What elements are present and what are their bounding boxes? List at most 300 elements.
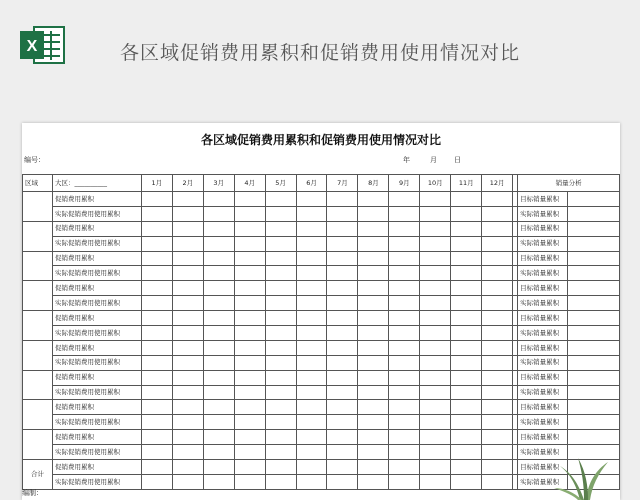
value-cell — [568, 415, 620, 430]
value-cell — [568, 266, 620, 281]
month-cell — [358, 474, 389, 489]
month-cell — [482, 385, 513, 400]
month-cell — [482, 221, 513, 236]
value-cell — [568, 296, 620, 311]
month-cell — [265, 355, 296, 370]
month-cell — [203, 281, 234, 296]
month-cell — [327, 460, 358, 475]
table-row — [23, 206, 620, 221]
month-cell — [296, 460, 327, 475]
month-cell — [327, 400, 358, 415]
table-row — [23, 236, 620, 251]
month-cell — [389, 236, 420, 251]
month-cell — [327, 415, 358, 430]
month-cell — [265, 474, 296, 489]
target-label: 目标销量累积 — [518, 281, 568, 296]
month-cell — [141, 281, 172, 296]
month-cell — [482, 311, 513, 326]
month-cell — [358, 281, 389, 296]
month-cell — [172, 281, 203, 296]
month-cell — [358, 430, 389, 445]
month-cell — [358, 370, 389, 385]
month-cell — [327, 445, 358, 460]
month-cell — [451, 326, 482, 341]
month-cell — [327, 221, 358, 236]
month-cell — [451, 430, 482, 445]
table-row — [23, 445, 620, 460]
month-cell — [172, 206, 203, 221]
month-cell — [296, 251, 327, 266]
month-cell — [482, 206, 513, 221]
month-cell — [265, 340, 296, 355]
month-cell — [234, 266, 265, 281]
month-cell — [203, 326, 234, 341]
item-label: 促销费用累积 — [52, 251, 141, 266]
month-cell — [141, 340, 172, 355]
month-cell — [265, 430, 296, 445]
month-cell — [420, 221, 451, 236]
month-cell — [234, 400, 265, 415]
month-cell — [327, 266, 358, 281]
month-cell — [358, 445, 389, 460]
month-cell — [327, 296, 358, 311]
month-cell — [203, 385, 234, 400]
month-cell — [296, 192, 327, 207]
month-cell — [327, 206, 358, 221]
region-cell — [23, 340, 53, 370]
month-cell — [389, 430, 420, 445]
month-cell — [451, 400, 482, 415]
month-cell — [420, 281, 451, 296]
month-header: 8月 — [358, 175, 389, 192]
banner — [0, 0, 640, 100]
month-cell — [327, 192, 358, 207]
month-cell — [141, 206, 172, 221]
month-cell — [420, 192, 451, 207]
month-cell — [296, 296, 327, 311]
table-row — [23, 460, 620, 475]
target-label: 目标销量累积 — [518, 400, 568, 415]
month-cell — [296, 266, 327, 281]
month-cell — [234, 385, 265, 400]
month-cell — [141, 236, 172, 251]
page-title: 各区域促销费用累积和促销费用使用情况对比 — [119, 42, 520, 64]
month-cell — [389, 445, 420, 460]
item-label: 实际促销费用使用累积 — [52, 296, 141, 311]
month-cell — [389, 251, 420, 266]
month-cell — [172, 221, 203, 236]
month-header: 10月 — [420, 175, 451, 192]
table-row — [23, 251, 620, 266]
item-label: 促销费用累积 — [52, 400, 141, 415]
month-cell — [358, 326, 389, 341]
value-cell — [568, 430, 620, 445]
item-label: 促销费用累积 — [52, 460, 141, 475]
month-cell — [141, 460, 172, 475]
value-cell — [568, 206, 620, 221]
month-cell — [141, 221, 172, 236]
month-cell — [482, 296, 513, 311]
month-cell — [172, 192, 203, 207]
month-cell — [451, 474, 482, 489]
month-cell — [172, 355, 203, 370]
month-cell — [234, 221, 265, 236]
month-cell — [420, 311, 451, 326]
month-cell — [265, 415, 296, 430]
month-cell — [482, 266, 513, 281]
item-label: 实际促销费用使用累积 — [52, 206, 141, 221]
svg-text:X: X — [26, 38, 38, 55]
month-cell — [265, 460, 296, 475]
month-cell — [234, 206, 265, 221]
table-row — [23, 221, 620, 236]
month-cell — [141, 326, 172, 341]
month-cell — [203, 266, 234, 281]
month-cell — [451, 355, 482, 370]
month-cell — [172, 445, 203, 460]
month-cell — [358, 251, 389, 266]
month-header: 12月 — [482, 175, 513, 192]
table-row — [23, 430, 620, 445]
month-cell — [234, 251, 265, 266]
month-cell — [234, 311, 265, 326]
target-label: 目标销量累积 — [518, 370, 568, 385]
month-cell — [451, 385, 482, 400]
month-cell — [482, 445, 513, 460]
value-cell — [568, 355, 620, 370]
value-cell — [568, 385, 620, 400]
month-cell — [327, 430, 358, 445]
item-label: 促销费用累积 — [52, 370, 141, 385]
item-label: 实际促销费用使用累积 — [52, 415, 141, 430]
month-cell — [265, 326, 296, 341]
month-cell — [420, 430, 451, 445]
target-label: 实际销量累积 — [518, 326, 568, 341]
item-label: 促销费用累积 — [52, 430, 141, 445]
month-cell — [296, 340, 327, 355]
month-cell — [389, 326, 420, 341]
region-cell — [23, 370, 53, 400]
month-cell — [203, 415, 234, 430]
month-cell — [420, 400, 451, 415]
month-cell — [203, 251, 234, 266]
value-cell — [568, 311, 620, 326]
item-label: 促销费用累积 — [52, 192, 141, 207]
item-label: 实际促销费用使用累积 — [52, 266, 141, 281]
date-year: 年 — [403, 156, 410, 164]
month-cell — [327, 385, 358, 400]
month-cell — [203, 206, 234, 221]
month-cell — [141, 385, 172, 400]
month-cell — [234, 415, 265, 430]
item-label: 实际促销费用使用累积 — [52, 445, 141, 460]
month-cell — [265, 311, 296, 326]
month-cell — [203, 355, 234, 370]
month-cell — [265, 221, 296, 236]
region-cell — [23, 430, 53, 460]
value-cell — [568, 251, 620, 266]
month-cell — [420, 355, 451, 370]
month-cell — [265, 400, 296, 415]
month-cell — [141, 355, 172, 370]
value-cell — [568, 340, 620, 355]
month-cell — [389, 355, 420, 370]
month-cell — [451, 370, 482, 385]
month-cell — [420, 385, 451, 400]
month-cell — [451, 460, 482, 475]
month-cell — [234, 326, 265, 341]
month-cell — [358, 296, 389, 311]
month-cell — [203, 192, 234, 207]
month-cell — [203, 370, 234, 385]
month-cell — [451, 206, 482, 221]
target-label: 目标销量累积 — [518, 430, 568, 445]
month-cell — [234, 236, 265, 251]
month-cell — [482, 281, 513, 296]
month-header: 4月 — [234, 175, 265, 192]
month-cell — [203, 311, 234, 326]
month-cell — [358, 355, 389, 370]
month-cell — [203, 445, 234, 460]
month-cell — [141, 400, 172, 415]
value-cell — [568, 192, 620, 207]
target-label: 实际销量累积 — [518, 266, 568, 281]
month-cell — [327, 326, 358, 341]
value-cell — [568, 281, 620, 296]
month-cell — [420, 445, 451, 460]
month-cell — [296, 370, 327, 385]
month-cell — [234, 474, 265, 489]
month-cell — [203, 460, 234, 475]
table-row — [23, 296, 620, 311]
table-row — [23, 281, 620, 296]
month-cell — [358, 236, 389, 251]
target-label: 目标销量累积 — [518, 251, 568, 266]
sheet-title: 各区域促销费用累积和促销费用使用情况对比 — [200, 133, 441, 147]
month-cell — [389, 474, 420, 489]
month-cell — [265, 236, 296, 251]
data-table — [22, 174, 620, 490]
month-cell — [234, 296, 265, 311]
target-label: 实际销量累积 — [518, 355, 568, 370]
value-cell — [568, 221, 620, 236]
region-cell — [23, 192, 53, 222]
month-cell — [141, 192, 172, 207]
area-header: 大区：__________ — [52, 175, 141, 192]
month-cell — [234, 192, 265, 207]
month-cell — [296, 236, 327, 251]
month-cell — [451, 311, 482, 326]
month-cell — [203, 296, 234, 311]
month-cell — [420, 370, 451, 385]
month-cell — [420, 266, 451, 281]
month-cell — [389, 192, 420, 207]
target-label: 目标销量累积 — [518, 311, 568, 326]
table-row — [23, 340, 620, 355]
month-cell — [451, 192, 482, 207]
month-cell — [172, 474, 203, 489]
table-row — [23, 311, 620, 326]
month-cell — [389, 221, 420, 236]
month-cell — [172, 400, 203, 415]
month-cell — [389, 281, 420, 296]
region-cell — [23, 221, 53, 251]
month-cell — [327, 281, 358, 296]
month-cell — [482, 251, 513, 266]
table-row — [23, 192, 620, 207]
month-cell — [141, 251, 172, 266]
month-cell — [358, 206, 389, 221]
item-label: 促销费用累积 — [52, 311, 141, 326]
table-row — [23, 474, 620, 489]
header-row — [23, 175, 620, 192]
month-cell — [451, 221, 482, 236]
month-cell — [234, 445, 265, 460]
month-cell — [172, 266, 203, 281]
month-header: 1月 — [141, 175, 172, 192]
item-label: 实际促销费用使用累积 — [52, 385, 141, 400]
month-cell — [482, 370, 513, 385]
date-day: 日 — [454, 156, 461, 164]
month-cell — [172, 251, 203, 266]
date-month: 月 — [430, 156, 437, 164]
month-cell — [389, 460, 420, 475]
month-cell — [451, 415, 482, 430]
month-cell — [296, 445, 327, 460]
target-label: 目标销量累积 — [518, 192, 568, 207]
target-label: 实际销量累积 — [518, 474, 568, 489]
month-cell — [172, 311, 203, 326]
table-row — [23, 385, 620, 400]
month-cell — [203, 474, 234, 489]
month-cell — [265, 251, 296, 266]
target-label: 目标销量累积 — [518, 221, 568, 236]
month-cell — [482, 326, 513, 341]
month-cell — [296, 474, 327, 489]
month-cell — [234, 340, 265, 355]
month-cell — [327, 236, 358, 251]
month-cell — [358, 415, 389, 430]
month-cell — [141, 415, 172, 430]
table-row — [23, 400, 620, 415]
month-cell — [389, 311, 420, 326]
month-cell — [420, 296, 451, 311]
month-cell — [327, 370, 358, 385]
month-cell — [482, 474, 513, 489]
month-cell — [451, 251, 482, 266]
region-cell — [23, 400, 53, 430]
month-cell — [234, 460, 265, 475]
month-header: 3月 — [203, 175, 234, 192]
month-cell — [172, 415, 203, 430]
month-cell — [420, 474, 451, 489]
month-cell — [482, 355, 513, 370]
table-row — [23, 415, 620, 430]
month-cell — [141, 474, 172, 489]
month-cell — [141, 445, 172, 460]
spreadsheet-preview — [22, 123, 620, 500]
target-label: 实际销量累积 — [518, 445, 568, 460]
month-cell — [141, 430, 172, 445]
month-cell — [482, 415, 513, 430]
analysis-header: 销量分析 — [518, 175, 620, 192]
month-cell — [172, 370, 203, 385]
month-header: 11月 — [451, 175, 482, 192]
month-cell — [327, 251, 358, 266]
month-cell — [451, 296, 482, 311]
month-cell — [141, 311, 172, 326]
month-cell — [389, 370, 420, 385]
region-cell — [23, 281, 53, 311]
month-cell — [141, 266, 172, 281]
target-label: 实际销量累积 — [518, 415, 568, 430]
month-cell — [482, 430, 513, 445]
region-header: 区域 — [23, 175, 53, 192]
month-cell — [358, 221, 389, 236]
month-cell — [172, 340, 203, 355]
month-cell — [451, 340, 482, 355]
month-header: 5月 — [265, 175, 296, 192]
month-cell — [482, 400, 513, 415]
month-cell — [482, 236, 513, 251]
month-cell — [451, 266, 482, 281]
value-cell — [568, 236, 620, 251]
month-cell — [234, 370, 265, 385]
serial-label: 编号： — [24, 156, 45, 164]
month-cell — [296, 281, 327, 296]
target-label: 实际销量累积 — [518, 296, 568, 311]
month-cell — [234, 281, 265, 296]
month-cell — [203, 340, 234, 355]
month-cell — [296, 311, 327, 326]
month-cell — [172, 236, 203, 251]
target-label: 目标销量累积 — [518, 460, 568, 475]
region-cell: 合计 — [23, 460, 53, 490]
item-label: 促销费用累积 — [52, 281, 141, 296]
month-cell — [389, 206, 420, 221]
month-cell — [358, 192, 389, 207]
month-cell — [389, 385, 420, 400]
month-cell — [296, 385, 327, 400]
item-label: 实际促销费用使用累积 — [52, 355, 141, 370]
month-cell — [296, 206, 327, 221]
month-cell — [358, 340, 389, 355]
month-cell — [389, 296, 420, 311]
month-cell — [420, 326, 451, 341]
month-cell — [482, 460, 513, 475]
table-row — [23, 370, 620, 385]
target-label: 实际销量累积 — [518, 385, 568, 400]
month-cell — [420, 340, 451, 355]
month-cell — [420, 206, 451, 221]
month-cell — [296, 430, 327, 445]
month-cell — [203, 400, 234, 415]
month-cell — [296, 326, 327, 341]
month-header: 7月 — [327, 175, 358, 192]
value-cell — [568, 400, 620, 415]
month-cell — [234, 430, 265, 445]
month-cell — [358, 400, 389, 415]
item-label: 促销费用累积 — [52, 340, 141, 355]
plant-decoration — [548, 452, 618, 500]
month-cell — [420, 236, 451, 251]
month-cell — [420, 460, 451, 475]
month-cell — [389, 415, 420, 430]
month-cell — [172, 296, 203, 311]
month-cell — [203, 236, 234, 251]
month-cell — [234, 355, 265, 370]
month-cell — [327, 474, 358, 489]
